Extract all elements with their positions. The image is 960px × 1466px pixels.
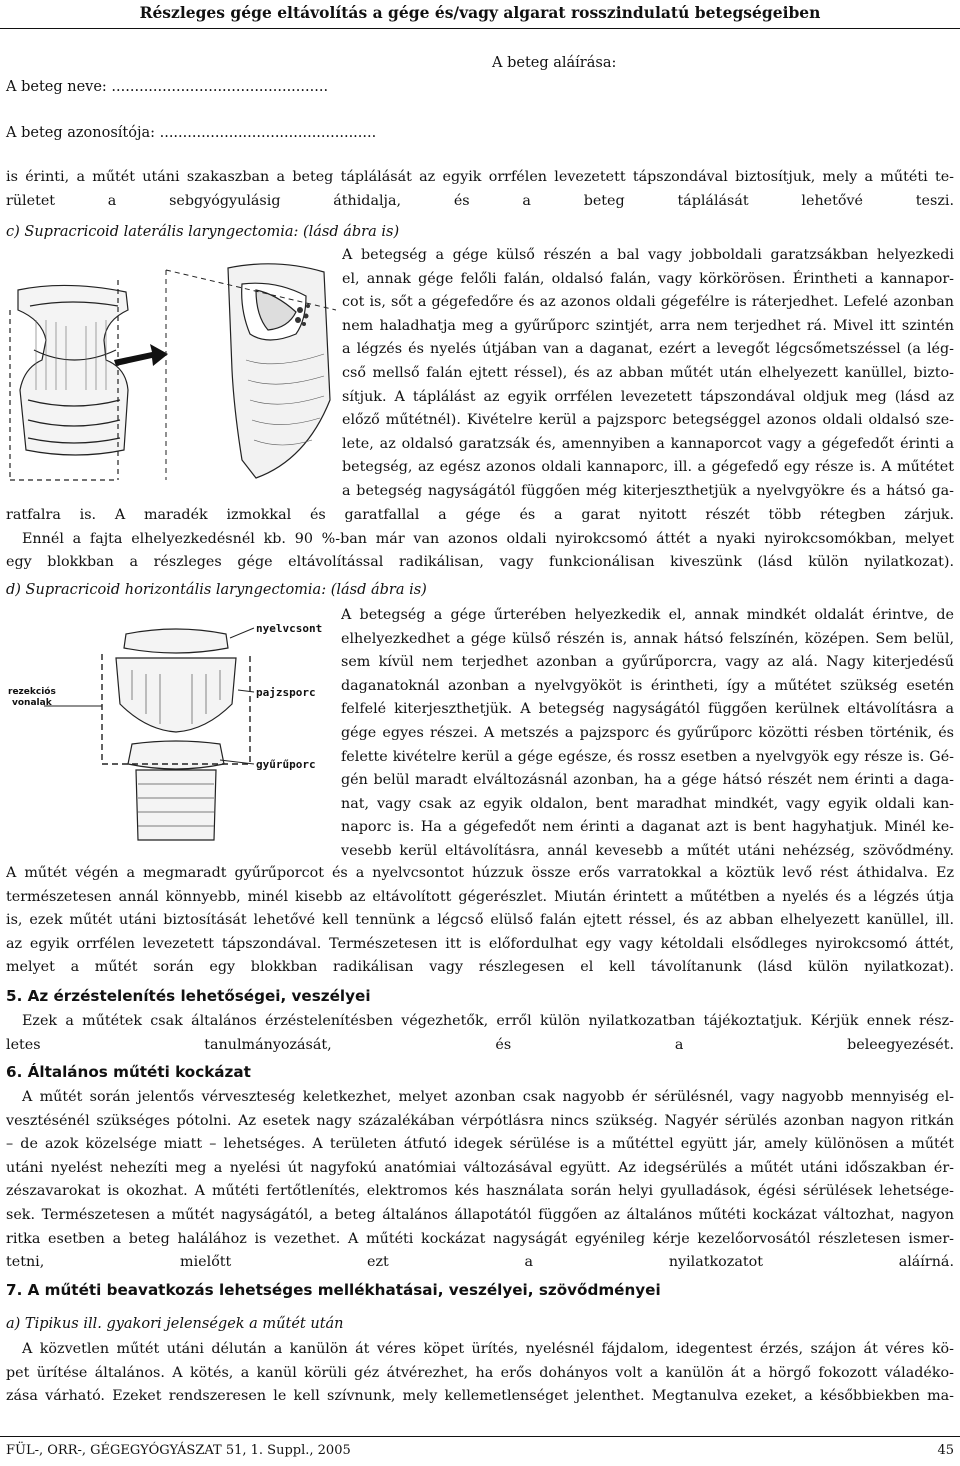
label-vonalak: vonalak	[12, 698, 52, 708]
figure-lateral-laryngectomy	[6, 250, 336, 500]
text-line: pet ürítése általános. A kötés, a kanül körüli géz átvérezhet, ha erős dohányos volt a kanülön át a hörgő fokozott váladéko-	[6, 1364, 954, 1381]
text-line: – de azok közelsége miatt – lehetséges. A területen átfutó idegek sérülése is a műtéttel együtt jár, amely különösen a műtét	[6, 1136, 954, 1153]
text-line: zása várható. Ezeket rendszeresen le kell szívnunk, mely kellemetlenséget jelenthet. Megtanulva ezeket, a későbbiekben ma-	[6, 1388, 954, 1405]
label-rezekcios: rezekciós	[8, 687, 56, 697]
larynx-horizontal-illustration	[6, 614, 338, 846]
section-6-heading: 6. Általános műtéti kockázat	[6, 1063, 251, 1081]
text-line: sem kívül nem terjedhet azonban a gyűrűporcra, vagy az alá. Nagy kiterjedésű	[341, 654, 954, 671]
intro-paragraph	[6, 166, 954, 213]
text-line: ratfalra is. A maradék izmokkal és garatfallal a gége és a garat nyitott részét több rétegben zárjuk.	[6, 507, 954, 523]
text-line: nat, vagy csak az egyik oldalon, bent maradhat mindkét, vagy egyik oldali kan-	[341, 795, 954, 812]
label-gyuruporc: gyűrűporc	[256, 758, 316, 771]
figure-horizontal-laryngectomy	[6, 614, 338, 846]
text-line: melyet a műtét során egy blokkban radikálisan vagy részlegesen el kell távolítanunk (lásd külön nyilatkozat).	[6, 959, 954, 976]
text-line: A betegség a gége űrterében helyezkedik el, annak mindkét oldalát érintve, de	[341, 607, 954, 623]
text-line: betegség, az egész azonos oldali kannaporc, ill. a gégefedő egy része is. A műtétet	[342, 459, 954, 476]
text-line: nem haladhatja meg a gyűrűporc szintjét, arra nem terjedhet rá. Mivel itt szintén	[342, 317, 954, 334]
section-6-text	[6, 1086, 954, 1275]
text-line: gén belül maradt elváltozásnál azonban, ha a gége hátsó részét nem érinti a daga-	[341, 772, 954, 789]
label-pajzsporc: pajzsporc	[256, 686, 316, 699]
text-line: is, ezek műtét utáni biztosítását lehetővé kell tennünk a légcső elülső falán ejtett réssel, és az abban elhelyezett kanüllel, ill.	[6, 912, 954, 929]
text-line: vesebb kerül eltávolításra, annál kevesebb a műtét utáni nehézség, szövődmény.	[341, 842, 954, 859]
text-line: Ennél a fajta elhelyezkedésnél kb. 90 %-ban már van azonos oldali nyirokcsomó áttét a nyaki nyirokcsomókban, melyet	[22, 530, 954, 547]
text-line: előző műtétnél). Kivételre kerül a pajzsporc betegséggel azonos oldali oldalsó sze-	[342, 412, 954, 429]
text-line: daganatoknál azonban a nyelvgyököt is érintheti, így a műtétet szükség esetén	[341, 677, 954, 694]
section-d-side-text	[341, 604, 954, 864]
text-line: utáni nyelést nehezíti meg a nyelési út nagyfokú anatómiai változásával együtt. Az idegsérülés a műtét utáni időszakban ér-	[6, 1159, 954, 1176]
text-line: A közvetlen műtét utáni délután a kanülön át véres köpet ürítés, nyelésnél fájdalom, idegentest érzés, szájon át véres kö-	[22, 1341, 954, 1357]
text-line: sítjuk. A táplálást az egyik orrfélen levezetett tápszondával oldjuk meg (lásd az	[342, 388, 954, 405]
text-line: ritka esetben a beteg halálához is vezethet. A műtéti kockázat nagyságát egyénileg kérje kezelőorvosától részletesen ismer-	[6, 1230, 954, 1247]
section-d-heading: d) Supracricoid horizontális laryngectomia: (lásd ábra is)	[6, 582, 427, 598]
text-line: a betegség nagyságától függően még kiterjeszthetjük a nyelvgyökre és a hátsó ga-	[342, 482, 954, 499]
section-7-heading: 7. A műtéti beavatkozás lehetséges mellékhatásai, veszélyei, szövődményei	[6, 1281, 661, 1299]
larynx-lateral-illustration	[6, 250, 336, 500]
text-line: sek. Természetesen a műtét nagyságától, a beteg általános állapotától függően az általános műtéti kockázat változhat, nagyon	[6, 1206, 954, 1223]
text-line: elhelyezkedhet a gége külső részén is, annak hátsó felszínén, középen. Sem belül,	[341, 630, 954, 647]
text-line: felfelé kiterjeszthetjük. A betegség nagyságától függően kerülnek eltávolításra a	[341, 701, 954, 718]
section-5-text	[6, 1010, 954, 1057]
text-line: gége egyes részei. A metszés a pajzsporc és gyűrűporc közötti résben történik, és	[341, 724, 954, 741]
text-line: cot is, sőt a gégefedőre és az azonos oldali gégefélre is ráterjedhet. Lefelé azonban	[342, 294, 954, 311]
patient-id-field: A beteg azonosítója: ...............................................​	[6, 125, 377, 141]
text-line: zészavarokat is okozhat. A műtéti fertőtlenítés, elektromos kés használata során helyi gyulladások, égési sérülések lehetsége-	[6, 1183, 954, 1200]
text-line: is érinti, a műtét utáni szakaszban a beteg táplálását az egyik orrfélen levezetett tápszondával biztosítjuk, mely a műtéti te-	[6, 169, 954, 185]
journal-citation: FÜL-, ORR-, GÉGEGYÓGYÁSZAT 51, 1. Suppl., 2005	[6, 1443, 351, 1458]
section-c-heading: c) Supracricoid laterális laryngectomia: (lásd ábra is)	[6, 224, 400, 240]
section-c-full-text	[6, 504, 954, 575]
running-header: Részleges gége eltávolítás a gége és/vagy algarat rosszindulatú betegségeiben	[139, 3, 821, 22]
text-line: vesztésénél szükséges pótolni. Az esetek nagy százalékában vérpótlásra nincs szükség. Nagyér sérülés azonban nagyon ritkán	[6, 1112, 954, 1129]
section-7-text	[6, 1338, 954, 1409]
section-7a-heading: a) Tipikus ill. gyakori jelenségek a műtét után	[6, 1316, 344, 1332]
page-number: 45	[937, 1443, 954, 1458]
text-line: cső mellső falán ejtett réssel), és az abban műtét után elhelyezett kanüllel, bizto-	[342, 364, 954, 381]
text-line: az egyik orrfélen levezetett tápszondával. Természetesen itt is előfordulhat egy vagy kétoldali elsődleges nyirokcsomó áttét,	[6, 935, 954, 952]
text-line: lete, az oldalsó garatzsák és, amennyiben a kannaporcot vagy a gégefedőt érinti a	[342, 435, 954, 452]
text-line: tetni, mielőtt ezt a nyilatkozatot aláírná.	[6, 1254, 954, 1271]
section-c-side-text	[342, 244, 954, 504]
section-d-full-text	[6, 862, 954, 980]
patient-signature-field: A beteg aláírása:	[492, 55, 617, 71]
text-line: el, annak gége felőli falán, oldalsó falán, vagy körkörösen. Érintheti a kannapor-	[342, 270, 954, 287]
header-rule	[0, 28, 960, 29]
text-line: letes tanulmányozását, és a beleegyezését.	[6, 1036, 954, 1053]
text-line: rületet a sebgyógyulásig áthidalja, és a beteg táplálását lehetővé teszi.	[6, 192, 954, 209]
text-line: A betegség a gége külső részén a bal vagy jobboldali garatzsákban helyezkedi	[342, 247, 954, 263]
text-line: Ezek a műtétek csak általános érzéstelenítésben végezhetők, erről külön nyilatkozatban tájékoztatjuk. Kérjük ennek rész-	[22, 1013, 954, 1029]
text-line: A műtét során jelentős vérveszteség keletkezhet, melyet azonban csak nagyobb ér sérülésnél, vagy nagyobb mennyiség el-	[22, 1089, 954, 1105]
text-line: felette kivételre kerül a gége egésze, és rossz esetben a nyelvgyök egy része is. Gé-	[341, 748, 954, 765]
label-nyelvcsont: nyelvcsont	[256, 622, 323, 635]
text-line: naporc is. Ha a gégefedőt nem érinti a daganat azt is bent hagyhatjuk. Minél ke-	[341, 819, 954, 836]
text-line: egy blokkban a részleges gége eltávolítással radikálisan, vagy funkcionálisan kiveszünk (lásd külön nyilatkozat).	[6, 554, 954, 571]
patient-name-field: A beteg neve: ...............................................	[6, 79, 329, 95]
section-5-heading: 5. Az érzéstelenítés lehetőségei, veszélyei	[6, 987, 371, 1005]
text-line: A műtét végén a megmaradt gyűrűporcot és a nyelvcsontot húzzuk össze erős varratokkal a köztük levő rést áthidalva. Ez	[6, 865, 954, 881]
text-line: a légzés és nyelés útjában van a daganat, ezért a levegőt légcsőmetszéssel (a lég-	[342, 341, 954, 358]
text-line: természetesen annál könnyebb, minél kisebb az eltávolított gégerészlet. Miután érintett a műtétben a nyelés és a légzés útja	[6, 888, 954, 905]
footer-rule	[0, 1436, 960, 1437]
